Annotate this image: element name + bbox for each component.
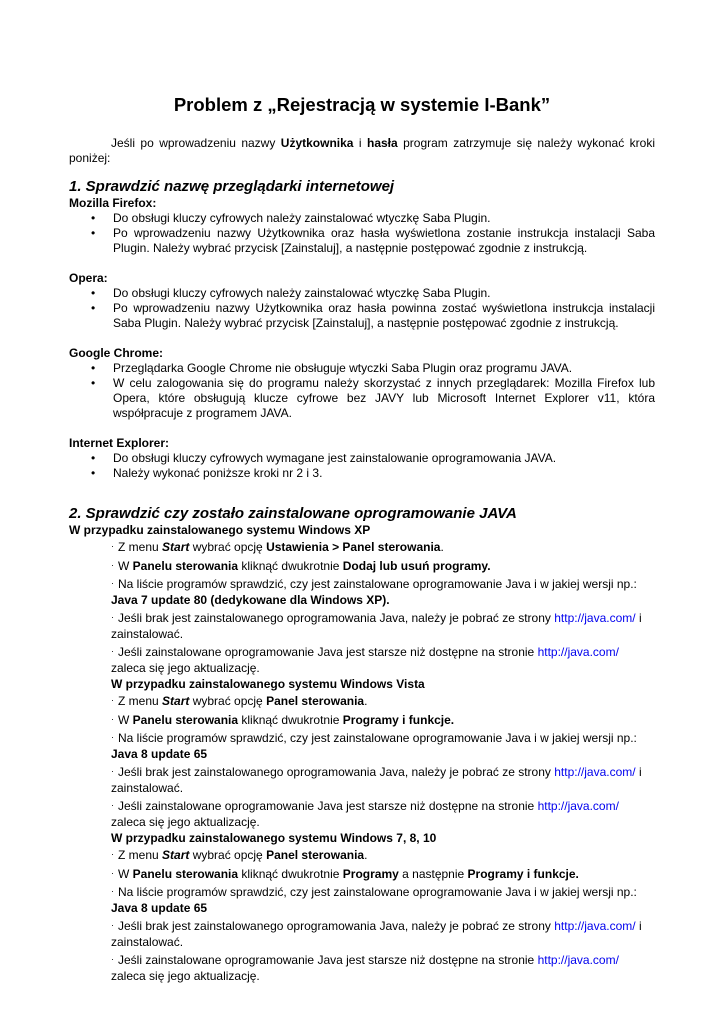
step-text: Jeśli brak jest zainstalowanego oprogramowania Java, należy je pobrać ze strony [118, 765, 555, 779]
step-menu: · Z menu Start wybrać opcję Ustawienia > Panel sterowania. [111, 540, 444, 554]
list-item: • W celu zalogowania się do programu należy skorzystać z innych przeglądarek: Mozilla Firefox lub Opera, które obsługują klucze cyfrowe bez JAVY lub Microsoft Internet Explorer v11, która współpracuje z programem JAVA. [113, 376, 655, 421]
intro-paragraph [69, 136, 655, 166]
step-text: Na liście programów sprawdzić, czy jest zainstalowane oprogramowanie Java i w jakiej wersji np.: [118, 885, 637, 899]
bullet-dot: · [111, 695, 114, 705]
step-text: kliknąć dwukrotnie [238, 866, 343, 881]
step-text: Na liście programów sprawdzić, czy jest zainstalowane oprogramowanie Java i w jakiej wersji np.: [118, 731, 637, 745]
list-item: • Do obsługi kluczy cyfrowych należy zainstalować wtyczkę Saba Plugin. [113, 286, 655, 301]
bullet-dot: · [111, 732, 114, 742]
step-panel [111, 711, 655, 730]
menu-option: Panel sterowania [266, 694, 365, 708]
system-block-win7-8-10 [69, 831, 655, 985]
java-link[interactable]: http://java.com/ [554, 919, 636, 933]
bullet-dot: · [111, 612, 114, 622]
start-label: Start [162, 694, 190, 708]
system-heading: W przypadku zainstalowanego systemu Windows 7, 8, 10 [111, 831, 437, 845]
java-link[interactable]: http://java.com/ [537, 645, 619, 659]
step-text: wybrać opcję [189, 540, 267, 554]
panel-label: Panelu sterowania [132, 712, 239, 727]
browser-block-opera [69, 271, 655, 331]
system-heading: W przypadku zainstalowanego systemu Windows XP [69, 523, 371, 537]
step-panel [111, 557, 655, 576]
intro-text-3: program zatrzymuje się należy wykonać kroki poniżej: [69, 136, 655, 165]
java-link[interactable]: http://java.com/ [554, 611, 636, 625]
bullet-dot: · [111, 800, 114, 810]
browser-name: Mozilla Firefox: [69, 196, 157, 210]
list-item: • Należy wykonać poniższe kroki nr 2 i 3. [113, 466, 655, 481]
step-text: Z menu [118, 540, 163, 554]
step-menu: · Z menu Start wybrać opcję Panel sterowania. [111, 848, 368, 862]
bullet-dot: · [111, 646, 114, 656]
list-item: • Do obsługi kluczy cyfrowych wymagane jest zainstalowanie oprogramowania JAVA. [113, 451, 655, 466]
step-older [111, 797, 655, 831]
step-text: W [118, 866, 133, 881]
start-label: Start [162, 848, 190, 862]
step-text: zaleca się jego aktualizację. [111, 660, 260, 675]
panel-action: Dodaj lub usuń programy. [342, 558, 491, 573]
step-text: Jeśli zainstalowane oprogramowanie Java jest starsze niż dostępne na stronie [118, 953, 538, 967]
java-version: Java 7 update 80 (dedykowane dla Windows XP). [111, 592, 390, 607]
start-label: Start [162, 540, 190, 554]
bullet-dot: · [111, 559, 114, 570]
step-missing [111, 763, 655, 797]
list-item: • Do obsługi kluczy cyfrowych należy zainstalować wtyczkę Saba Plugin. [113, 211, 655, 226]
java-version: Java 8 update 65 [111, 900, 208, 915]
step-text: zaleca się jego aktualizację. [111, 814, 260, 829]
panel-label: Panelu sterowania [132, 558, 239, 573]
browser-name: Internet Explorer: [69, 436, 170, 450]
list-item: • Po wprowadzeniu nazwy Użytkownika oraz hasła powinna zostać wyświetlona instrukcja instalacji Saba Plugin. Należy wybrać przycisk [Zainstaluj], a następnie postępować zgodnie z instrukcją. [113, 301, 655, 331]
browser-name: Opera: [69, 271, 108, 285]
document-body [69, 94, 655, 985]
bullet-list [69, 361, 655, 421]
step-menu: · Z menu Start wybrać opcję Panel sterowania. [111, 694, 368, 708]
bullet-dot: · [111, 954, 114, 964]
step-text: Jeśli zainstalowane oprogramowanie Java jest starsze niż dostępne na stronie [118, 645, 538, 659]
step-text: wybrać opcję [189, 848, 267, 862]
step-check [111, 883, 655, 917]
step-text: a następnie [398, 866, 468, 881]
step-text: W [118, 558, 133, 573]
step-text: Jeśli brak jest zainstalowanego oprogramowania Java, należy je pobrać ze strony [118, 611, 555, 625]
system-block-vista [69, 677, 655, 831]
step-text: kliknąć dwukrotnie [238, 558, 343, 573]
section-1-heading: 1. Sprawdzić nazwę przeglądarki internetowej [69, 178, 395, 195]
step-text: Z menu [118, 694, 163, 708]
panel-action-2: Programy i funkcje. [467, 866, 579, 881]
step-panel [111, 865, 655, 884]
step-text: i zainstalować. [111, 765, 642, 795]
step-text: Na liście programów sprawdzić, czy jest zainstalowane oprogramowanie Java i w jakiej wersji np.: [118, 577, 637, 591]
step-missing [111, 917, 655, 951]
browser-block-ie [69, 436, 655, 481]
browser-block-firefox [69, 196, 655, 256]
bullet-list [69, 211, 655, 256]
intro-text-1: Jeśli po wprowadzeniu nazwy [111, 136, 281, 150]
list-item: • Po wprowadzeniu nazwy Użytkownika oraz hasła wyświetlona zostanie instrukcja instalacji Saba Plugin. Należy wybrać przycisk [Zainstaluj], a następnie postępować zgodnie z instrukcją. [113, 226, 655, 256]
bullet-dot: · [111, 920, 114, 930]
menu-option: Panel sterowania [266, 848, 365, 862]
bullet-dot: · [111, 867, 114, 878]
step-check [111, 729, 655, 763]
browser-list [69, 196, 655, 481]
bullet-dot: · [111, 541, 114, 551]
step-text: Jeśli zainstalowane oprogramowanie Java jest starsze niż dostępne na stronie [118, 799, 538, 813]
bullet-dot: · [111, 766, 114, 776]
step-text: i zainstalować. [111, 919, 642, 949]
step-text: kliknąć dwukrotnie [238, 712, 343, 727]
step-missing [111, 609, 655, 643]
system-heading: W przypadku zainstalowanego systemu Windows Vista [111, 677, 425, 691]
menu-option: Ustawienia > Panel sterowania [266, 540, 441, 554]
bullet-list [69, 286, 655, 331]
panel-action: Programy i funkcje. [342, 712, 455, 727]
step-older [111, 643, 655, 677]
step-text: wybrać opcję [189, 694, 267, 708]
java-link[interactable]: http://java.com/ [537, 799, 619, 813]
java-link[interactable]: http://java.com/ [537, 953, 619, 967]
bullet-list [69, 451, 655, 481]
step-text: Z menu [118, 848, 163, 862]
java-link[interactable]: http://java.com/ [554, 765, 636, 779]
intro-bold-password: hasła [367, 136, 398, 150]
intro-bold-user: Użytkownika [280, 136, 354, 150]
step-text: Jeśli brak jest zainstalowanego oprogramowania Java, należy je pobrać ze strony [118, 919, 555, 933]
system-block-xp [69, 523, 655, 677]
step-check [111, 575, 655, 609]
panel-label: Panelu sterowania [132, 866, 239, 881]
browser-block-chrome [69, 346, 655, 421]
browser-name: Google Chrome: [69, 346, 164, 360]
bullet-dot: · [111, 849, 114, 859]
step-text: i zainstalować. [111, 611, 642, 641]
step-text: W [118, 712, 133, 727]
java-version: Java 8 update 65 [111, 746, 208, 761]
page-title: Problem z „Rejestracją w systemie I-Bank” [173, 94, 551, 115]
step-text: zaleca się jego aktualizację. [111, 968, 260, 983]
bullet-dot: · [111, 886, 114, 896]
panel-action: Programy [342, 866, 399, 881]
bullet-dot: · [111, 713, 114, 724]
list-item: • Przeglądarka Google Chrome nie obsługuje wtyczki Saba Plugin oraz programu JAVA. [113, 361, 655, 376]
section-2-heading: 2. Sprawdzić czy zostało zainstalowane oprogramowanie JAVA [69, 505, 517, 522]
intro-text-2: i [353, 136, 367, 150]
bullet-dot: · [111, 578, 114, 588]
step-older [111, 951, 655, 985]
